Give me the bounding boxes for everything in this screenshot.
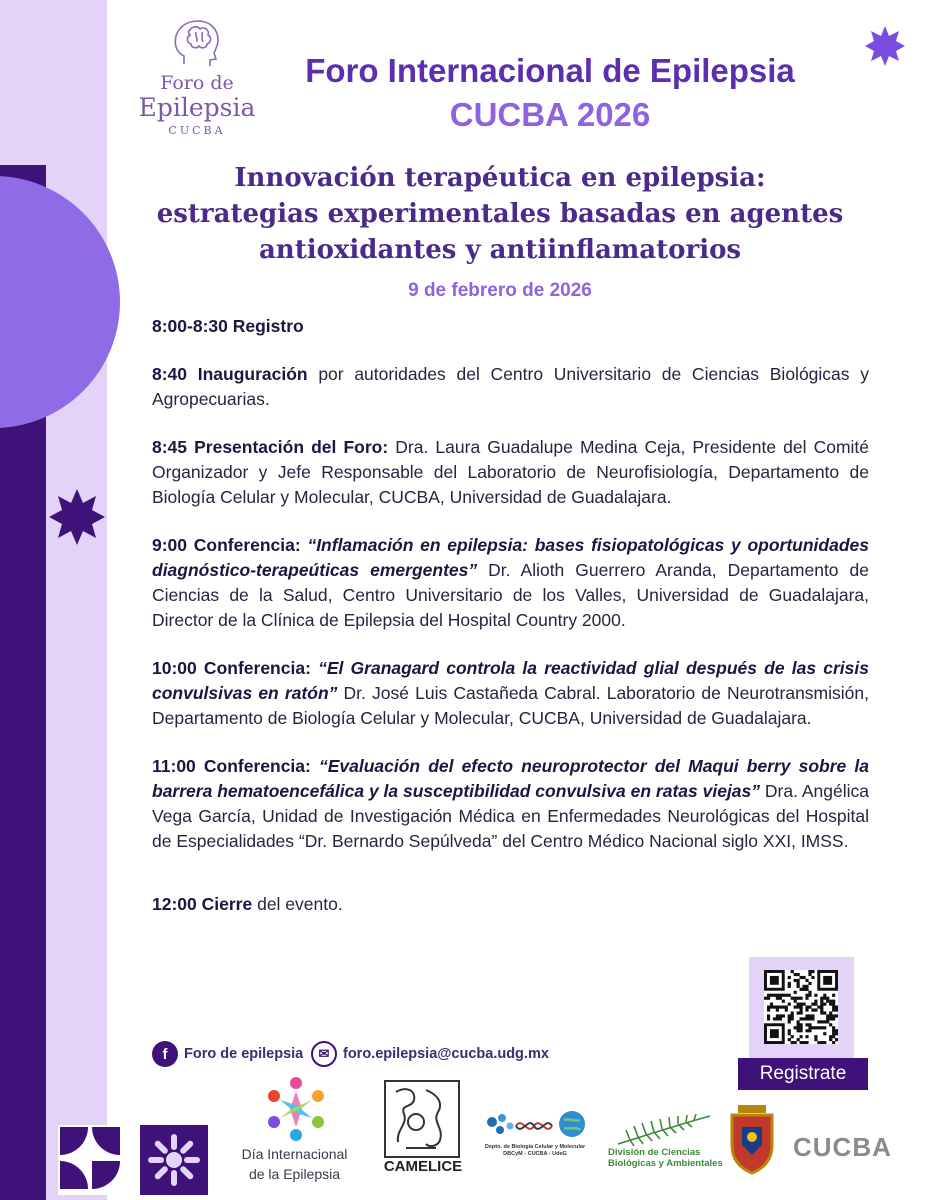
cucba-logo-text: CUCBA <box>793 1132 892 1162</box>
subtitle-line: antioxidantes y antiinflamatorios <box>258 235 742 265</box>
dia-line1: Día Internacional <box>241 1146 348 1162</box>
program-time: 9:00 Conferencia: <box>152 535 301 555</box>
dbcym-logo-icon <box>484 1108 590 1144</box>
program-item <box>152 754 869 854</box>
register-button[interactable]: Registrate <box>738 1058 868 1090</box>
facebook-link[interactable] <box>152 1041 303 1067</box>
program-time: 8:40 Inauguración <box>152 364 308 384</box>
qr-code[interactable] <box>764 970 838 1044</box>
university-shield-icon <box>728 1105 776 1175</box>
division-line2: Biológicas y Ambientales <box>608 1158 723 1169</box>
program-item <box>152 362 869 412</box>
program-description: por autoridades del Centro Universitario de Ciencias Biológicas y Agropecuarias. <box>152 364 869 409</box>
division-label <box>608 1147 728 1169</box>
page-title-edition: CUCBA 2026 <box>449 96 651 133</box>
program-time: 8:00-8:30 Registro <box>152 316 304 336</box>
dia-internacional-logo-icon <box>255 1072 337 1146</box>
facebook-label: Foro de epilepsia <box>184 1046 304 1062</box>
mail-icon: ✉ <box>311 1041 337 1067</box>
logo-text-line1: Foro de <box>160 72 234 94</box>
program-time: 8:45 Presentación del Foro: <box>152 437 389 457</box>
subtitle-line: estrategias experimentales basadas en agentes <box>156 199 844 229</box>
brain-icon <box>170 18 224 70</box>
forum-subtitle <box>130 160 870 268</box>
email-label: foro.epilepsia@cucba.udg.mx <box>343 1046 549 1062</box>
page-title: Foro Internacional de Epilepsia <box>305 52 795 89</box>
program-item <box>152 533 869 633</box>
program-item <box>152 435 869 510</box>
email-link[interactable] <box>311 1041 549 1067</box>
conference-title: “El Granagard controla la reactividad glial después de las crisis convulsivas en ratón” <box>152 658 869 703</box>
program-list <box>152 314 869 917</box>
fern-leaf-icon <box>614 1112 714 1148</box>
dbcym-label <box>480 1144 590 1158</box>
camelice-label: CAMELICE <box>383 1158 463 1175</box>
dbcym-line1: Depto. de Biología Celular y Molecular <box>484 1144 586 1150</box>
program-item <box>152 656 869 731</box>
facebook-icon: f <box>152 1041 178 1067</box>
conference-title: “Evaluación del efecto neuroprotector del Maqui berry sobre la barrera hematoencefálica y la susceptibilidad convulsiva en ratas viejas” <box>152 756 869 801</box>
program-time: 11:00 Conferencia: <box>152 756 311 776</box>
conference-title: “Inflamación en epilepsia: bases fisiopatológicas y oportunidades diagnóstico-terapeúticas emergentes” <box>152 535 869 580</box>
program-description: Dra. Angélica Vega García, Unidad de Investigación Médica en Enfermedades Neurológicas del Hospital de Especialidades “Dr. Bernardo Sepúlveda” del Centro Médico Nacional siglo XXI, IMSS. <box>152 781 870 851</box>
program-description: del evento. <box>252 894 343 914</box>
program-item <box>152 314 869 339</box>
program-description: Dr. José Luis Castañeda Cabral. Laboratorio de Neurotransmisión, Departamento de Biología Celular y Molecular, CUCBA, Universidad de Guadalajara. <box>152 683 869 728</box>
camelice-emblem-icon <box>386 1082 458 1156</box>
subtitle-line: Innovación terapéutica en epilepsia: <box>234 163 766 193</box>
camelice-logo <box>384 1080 460 1158</box>
program-description: Dr. Alioth Guerrero Aranda, Departamento de Ciencias de la Salud, Centro Universitario de los Valles, Universidad de Guadalajara, Director de la Clínica de Epilepsia del Hospital Country 2000. <box>152 560 870 630</box>
dbcym-line2: DBCyM - CUCBA - UdeG <box>503 1151 567 1157</box>
dia-internacional-label <box>222 1144 367 1184</box>
program-description: Dra. Laura Guadalupe Medina Ceja, Presidente del Comité Organizador y Jefe Responsable del Laboratorio de Neurofisiología, Departamento de Biología Celular y Molecular, CUCBA, Universidad de Guadalajara. <box>152 437 870 507</box>
division-line1: División de Ciencias <box>608 1147 701 1158</box>
logo-text-line3: CUCBA <box>168 124 226 137</box>
program-time: 12:00 Cierre <box>152 894 253 914</box>
star-burst-icon <box>864 25 906 67</box>
logo-text-line2: Epilepsia <box>138 93 256 122</box>
foro-logo <box>132 18 262 137</box>
program-time: 10:00 Conferencia: <box>152 658 311 678</box>
dia-line2: de la Epilepsia <box>248 1166 341 1182</box>
event-date: 9 de febrero de 2026 <box>408 280 592 301</box>
program-item <box>152 892 869 917</box>
geometric-emblem-icon <box>58 1125 208 1195</box>
star-burst-icon <box>48 488 106 546</box>
